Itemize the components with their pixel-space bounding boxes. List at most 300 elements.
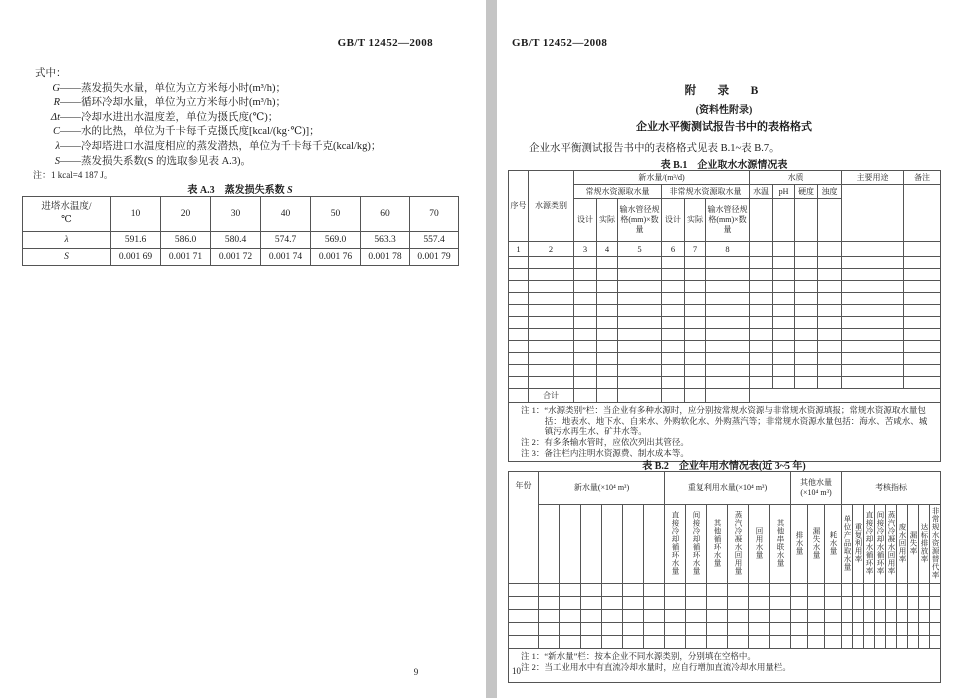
empty-cell xyxy=(706,389,750,403)
empty-cell xyxy=(818,257,842,269)
empty-cell xyxy=(773,199,795,242)
empty-cell xyxy=(509,269,529,281)
empty-cell xyxy=(853,636,864,649)
subgroup-nonregular-water: 非常规水资源取水量 xyxy=(662,185,750,199)
empty-cell xyxy=(581,597,602,610)
empty-cell xyxy=(825,597,842,610)
lambda-value: 591.6 xyxy=(111,232,161,249)
empty-cell xyxy=(602,610,623,623)
empty-cell xyxy=(539,584,560,597)
empty-cell xyxy=(539,505,560,584)
empty-cell xyxy=(662,353,685,365)
page-divider xyxy=(486,0,497,698)
empty-cell xyxy=(602,636,623,649)
empty-cell xyxy=(706,317,750,329)
empty-cell xyxy=(597,257,618,269)
empty-cell xyxy=(773,353,795,365)
group-header-quality: 水质 xyxy=(750,171,842,185)
empty-cell xyxy=(706,269,750,281)
col-header-wastewater-reuse-rate xyxy=(897,505,908,584)
appendix-type: (资料性附录) xyxy=(695,105,753,116)
lambda-value: 569.0 xyxy=(311,232,361,249)
empty-cell xyxy=(644,505,665,584)
empty-cell xyxy=(886,597,897,610)
empty-cell xyxy=(618,257,662,269)
formula-intro: 式中： xyxy=(35,68,67,79)
empty-cell xyxy=(791,597,808,610)
empty-cell xyxy=(707,610,728,623)
empty-cell xyxy=(529,305,574,317)
vertical-label: 其他循环水量 xyxy=(713,518,722,567)
empty-cell xyxy=(875,636,886,649)
empty-cell xyxy=(773,377,795,389)
empty-cell xyxy=(818,269,842,281)
empty-cell xyxy=(825,610,842,623)
empty-cell xyxy=(818,329,842,341)
definition-text: ——冷却水进出水温度差，单位为摄氏度(℃)； xyxy=(60,111,279,123)
col-header-leakage xyxy=(808,505,825,584)
page-number-right: 10 xyxy=(512,666,521,676)
symbol-C: C xyxy=(52,126,60,138)
col-header-water-temp: 水温 xyxy=(750,185,773,199)
empty-cell xyxy=(773,341,795,353)
col-header-turbidity: 浊度 xyxy=(818,185,842,199)
empty-cell xyxy=(904,257,941,269)
empty-cell xyxy=(818,353,842,365)
empty-cell xyxy=(602,505,623,584)
empty-cell xyxy=(665,584,686,597)
empty-cell xyxy=(529,257,574,269)
empty-cell xyxy=(706,293,750,305)
definition-G xyxy=(28,82,468,97)
empty-cell xyxy=(904,305,941,317)
empty-cell xyxy=(509,584,539,597)
table-a3-title-symbol: S xyxy=(287,185,293,196)
empty-cell xyxy=(618,293,662,305)
definition-C xyxy=(28,125,468,140)
empty-cell xyxy=(529,353,574,365)
col-header-steam-condensate-rate xyxy=(886,505,897,584)
col-header-consumption xyxy=(825,505,842,584)
col-header-design: 设计 xyxy=(574,199,597,242)
empty-cell xyxy=(750,257,773,269)
empty-cell xyxy=(509,293,529,305)
empty-cell xyxy=(662,341,685,353)
empty-cell xyxy=(930,597,941,610)
group-header-assessment: 考核指标 xyxy=(842,472,941,505)
empty-cell xyxy=(685,329,706,341)
empty-cell xyxy=(707,636,728,649)
vertical-label: 间接冷却循环水量 xyxy=(692,510,701,575)
table-b2-annual-water-use xyxy=(508,471,941,683)
table-a3-s-row xyxy=(23,249,459,266)
empty-cell xyxy=(581,584,602,597)
empty-cell xyxy=(930,636,941,649)
empty-cell xyxy=(539,636,560,649)
empty-cell xyxy=(842,269,904,281)
empty-cell xyxy=(750,199,773,242)
empty-cell xyxy=(529,329,574,341)
empty-cell xyxy=(574,317,597,329)
empty-cell xyxy=(749,636,770,649)
empty-cell xyxy=(509,317,529,329)
empty-cell xyxy=(574,341,597,353)
empty-cell xyxy=(623,505,644,584)
table-b1-empty-row xyxy=(509,353,941,365)
empty-cell xyxy=(770,623,791,636)
empty-cell xyxy=(707,584,728,597)
empty-cell xyxy=(808,610,825,623)
empty-cell xyxy=(597,353,618,365)
empty-cell xyxy=(644,597,665,610)
total-label: 合计 xyxy=(529,389,574,403)
col-header-direct-cooling-rate xyxy=(864,505,875,584)
vertical-label: 非常规水资源替代率 xyxy=(931,506,941,579)
table-b1-empty-row xyxy=(509,293,941,305)
definition-lambda xyxy=(28,140,468,155)
empty-cell xyxy=(560,597,581,610)
empty-cell xyxy=(750,353,773,365)
empty-cell xyxy=(818,377,842,389)
empty-cell xyxy=(686,623,707,636)
empty-cell xyxy=(685,341,706,353)
empty-cell xyxy=(539,597,560,610)
vertical-label: 直接冷却循环水量 xyxy=(671,510,680,575)
empty-cell xyxy=(773,305,795,317)
empty-cell xyxy=(795,199,818,242)
empty-cell xyxy=(749,584,770,597)
col-number: 5 xyxy=(618,242,662,257)
empty-cell xyxy=(919,610,930,623)
empty-cell xyxy=(618,377,662,389)
col-header-direct-cooling-cycle xyxy=(665,505,686,584)
table-b2-empty-row xyxy=(509,597,941,610)
empty-cell xyxy=(685,293,706,305)
empty-cell xyxy=(750,269,773,281)
empty-cell xyxy=(808,636,825,649)
empty-cell xyxy=(773,365,795,377)
empty-cell xyxy=(749,610,770,623)
empty-cell xyxy=(904,329,941,341)
empty-cell xyxy=(842,317,904,329)
table-b2-header-row-1 xyxy=(509,472,941,505)
empty-cell xyxy=(665,623,686,636)
table-b2-note-1: 注 1：“新水量”栏：按本企业不同水源类别，分别填在空格中。 xyxy=(521,651,756,661)
empty-cell xyxy=(853,610,864,623)
lambda-value: 574.7 xyxy=(261,232,311,249)
empty-cell xyxy=(818,199,842,242)
col-header-reuse-volume xyxy=(749,505,770,584)
col-header-pipe-spec: 输水管径规格(mm)×数量 xyxy=(706,199,750,242)
empty-cell xyxy=(623,610,644,623)
empty-cell xyxy=(618,365,662,377)
col-header-index: 序号 xyxy=(509,171,529,242)
empty-cell xyxy=(560,610,581,623)
empty-cell xyxy=(707,597,728,610)
empty-cell xyxy=(509,281,529,293)
empty-cell xyxy=(749,597,770,610)
empty-cell xyxy=(853,623,864,636)
empty-cell xyxy=(842,185,904,242)
empty-cell xyxy=(791,636,808,649)
empty-cell xyxy=(623,623,644,636)
symbol-G: G xyxy=(52,82,60,94)
empty-cell xyxy=(808,584,825,597)
empty-cell xyxy=(509,610,539,623)
col-number: 2 xyxy=(529,242,574,257)
empty-cell xyxy=(706,305,750,317)
vertical-label: 蒸汽冷凝水回用率 xyxy=(887,510,897,575)
empty-cell xyxy=(665,597,686,610)
empty-cell xyxy=(662,317,685,329)
empty-cell xyxy=(574,305,597,317)
empty-cell xyxy=(529,281,574,293)
vertical-label: 漏失率 xyxy=(909,530,919,555)
col-header-design: 设计 xyxy=(662,199,685,242)
empty-cell xyxy=(842,257,904,269)
table-a3-title-text: 表 A.3 蒸发损失系数 xyxy=(187,185,285,196)
col-header-discharge-compliance-rate xyxy=(919,505,930,584)
empty-cell xyxy=(904,365,941,377)
empty-cell xyxy=(864,623,875,636)
empty-cell xyxy=(685,353,706,365)
empty-cell xyxy=(818,317,842,329)
definition-text: ——水的比热，单位为千卡每千克摄氏度[kcal/(kg·℃)]； xyxy=(60,126,320,138)
empty-cell xyxy=(509,377,529,389)
empty-cell xyxy=(930,610,941,623)
empty-cell xyxy=(644,610,665,623)
col-header-actual: 实际 xyxy=(685,199,706,242)
empty-cell xyxy=(581,636,602,649)
empty-cell xyxy=(686,636,707,649)
lambda-label: λ xyxy=(23,232,111,249)
s-value: 0.001 78 xyxy=(361,249,410,266)
empty-cell xyxy=(662,281,685,293)
empty-cell xyxy=(685,257,706,269)
appendix-label: 附 录 B xyxy=(684,85,764,97)
col-header-pipe-spec: 输水管径规格(mm)×数量 xyxy=(618,199,662,242)
doc-number-left: GB/T 12452—2008 xyxy=(337,37,433,49)
empty-cell xyxy=(842,610,853,623)
empty-cell xyxy=(795,329,818,341)
symbol-R: R xyxy=(53,97,60,109)
empty-cell xyxy=(773,242,795,257)
empty-cell xyxy=(795,377,818,389)
empty-cell xyxy=(897,597,908,610)
empty-cell xyxy=(842,636,853,649)
col-header-nonconventional-substitution-rate xyxy=(930,505,941,584)
temp-10: 10 xyxy=(111,197,161,232)
empty-cell xyxy=(842,341,904,353)
empty-cell xyxy=(919,584,930,597)
temp-70: 70 xyxy=(410,197,459,232)
empty-cell xyxy=(864,636,875,649)
empty-cell xyxy=(897,623,908,636)
table-b1-empty-row xyxy=(509,281,941,293)
empty-cell xyxy=(818,242,842,257)
vertical-label: 其他串联水量 xyxy=(776,518,785,567)
col-header-unit-product-intake xyxy=(842,505,853,584)
col-header-actual: 实际 xyxy=(597,199,618,242)
empty-cell xyxy=(750,242,773,257)
symbol-delta-t: Δt xyxy=(50,111,60,123)
empty-cell xyxy=(818,365,842,377)
table-b1-header-row-1 xyxy=(509,171,941,185)
empty-cell xyxy=(904,293,941,305)
empty-cell xyxy=(581,623,602,636)
vertical-label: 排水量 xyxy=(795,530,804,555)
empty-cell xyxy=(706,365,750,377)
empty-cell xyxy=(842,242,904,257)
empty-cell xyxy=(875,623,886,636)
table-b1-header-row-2 xyxy=(509,185,941,199)
group-header-reuse-water: 重复利用水量(×10⁴ m³) xyxy=(665,472,791,505)
empty-cell xyxy=(825,636,842,649)
empty-cell xyxy=(706,377,750,389)
empty-cell xyxy=(919,636,930,649)
empty-cell xyxy=(795,293,818,305)
temp-40: 40 xyxy=(261,197,311,232)
symbol-lambda: λ xyxy=(55,140,60,152)
empty-cell xyxy=(706,329,750,341)
empty-cell xyxy=(602,623,623,636)
empty-cell xyxy=(560,623,581,636)
empty-cell xyxy=(749,623,770,636)
empty-cell xyxy=(791,610,808,623)
empty-cell xyxy=(623,584,644,597)
table-b2-notes xyxy=(509,649,941,683)
empty-cell xyxy=(560,584,581,597)
empty-cell xyxy=(685,389,706,403)
lambda-value: 580.4 xyxy=(211,232,261,249)
empty-cell xyxy=(706,341,750,353)
empty-cell xyxy=(795,305,818,317)
table-a3-header-row xyxy=(23,197,459,232)
table-b1-empty-row xyxy=(509,377,941,389)
empty-cell xyxy=(773,281,795,293)
group-header-new-water: 新水量/(m³/d) xyxy=(574,171,750,185)
empty-cell xyxy=(509,257,529,269)
empty-cell xyxy=(618,281,662,293)
empty-cell xyxy=(560,505,581,584)
table-a3-lambda-row xyxy=(23,232,459,249)
col-number: 3 xyxy=(574,242,597,257)
col-number: 7 xyxy=(685,242,706,257)
empty-cell xyxy=(897,636,908,649)
empty-cell xyxy=(574,365,597,377)
empty-cell xyxy=(581,505,602,584)
empty-cell xyxy=(685,377,706,389)
empty-cell xyxy=(509,305,529,317)
empty-cell xyxy=(770,636,791,649)
empty-cell xyxy=(864,610,875,623)
empty-cell xyxy=(574,353,597,365)
empty-cell xyxy=(875,584,886,597)
col-header-year: 年份 xyxy=(509,472,539,584)
empty-cell xyxy=(773,293,795,305)
col-header-source-type: 水源类别 xyxy=(529,171,574,242)
empty-cell xyxy=(795,353,818,365)
empty-cell xyxy=(618,341,662,353)
empty-cell xyxy=(904,341,941,353)
definition-text: ——蒸发损失水量，单位为立方米每小时(m³/h)； xyxy=(60,82,286,94)
empty-cell xyxy=(875,597,886,610)
empty-cell xyxy=(574,329,597,341)
empty-cell xyxy=(574,257,597,269)
empty-cell xyxy=(750,317,773,329)
empty-cell xyxy=(750,281,773,293)
table-b1-empty-row xyxy=(509,365,941,377)
empty-cell xyxy=(818,281,842,293)
empty-cell xyxy=(908,610,919,623)
s-value: 0.001 76 xyxy=(311,249,361,266)
empty-cell xyxy=(581,610,602,623)
empty-cell xyxy=(644,623,665,636)
empty-cell xyxy=(853,584,864,597)
empty-cell xyxy=(574,269,597,281)
empty-cell xyxy=(908,623,919,636)
empty-cell xyxy=(770,597,791,610)
empty-cell xyxy=(919,597,930,610)
empty-cell xyxy=(662,329,685,341)
table-b1-note-2: 注 2：有多条输水管时，应依次列出其管径。 xyxy=(521,436,689,447)
empty-cell xyxy=(509,597,539,610)
table-b2-empty-row xyxy=(509,610,941,623)
col-header-leakage-rate xyxy=(908,505,919,584)
table-a3-evaporation-coefficient xyxy=(22,196,459,266)
empty-cell xyxy=(560,636,581,649)
col-header-indirect-cooling-cycle xyxy=(686,505,707,584)
empty-cell xyxy=(773,257,795,269)
empty-cell xyxy=(808,623,825,636)
doc-number-right: GB/T 12452—2008 xyxy=(512,37,608,49)
page-right xyxy=(497,0,973,698)
empty-cell xyxy=(795,269,818,281)
empty-cell xyxy=(842,584,853,597)
empty-cell xyxy=(904,353,941,365)
empty-cell xyxy=(728,597,749,610)
empty-cell xyxy=(706,353,750,365)
symbol-S: S xyxy=(54,155,60,167)
empty-cell xyxy=(875,610,886,623)
empty-cell xyxy=(602,584,623,597)
empty-cell xyxy=(597,365,618,377)
col-header-drainage xyxy=(791,505,808,584)
empty-cell xyxy=(750,329,773,341)
kcal-note: 注：1 kcal=4 187 J。 xyxy=(33,170,113,180)
empty-cell xyxy=(685,269,706,281)
table-b1-note-3: 注 3：备注栏内注明水资源费、制水成本等。 xyxy=(521,447,689,458)
temp-50: 50 xyxy=(311,197,361,232)
empty-cell xyxy=(728,636,749,649)
col-header-hardness: 硬度 xyxy=(795,185,818,199)
empty-cell xyxy=(686,597,707,610)
empty-cell xyxy=(529,269,574,281)
page-left xyxy=(0,0,486,698)
empty-cell xyxy=(509,636,539,649)
empty-cell xyxy=(886,584,897,597)
definition-text: ——蒸发损失系数(S 的选取参见表 A.3)。 xyxy=(60,155,252,167)
empty-cell xyxy=(662,365,685,377)
table-b1-title: 表 B.1 企业取水水源情况表 xyxy=(660,160,788,171)
empty-cell xyxy=(842,623,853,636)
table-b2-header-row-2 xyxy=(509,505,941,584)
vertical-label: 重复利用率 xyxy=(854,522,864,563)
empty-cell xyxy=(795,242,818,257)
vertical-label: 废水回用率 xyxy=(898,522,908,563)
col-header-indirect-cooling-rate xyxy=(875,505,886,584)
empty-cell xyxy=(773,329,795,341)
